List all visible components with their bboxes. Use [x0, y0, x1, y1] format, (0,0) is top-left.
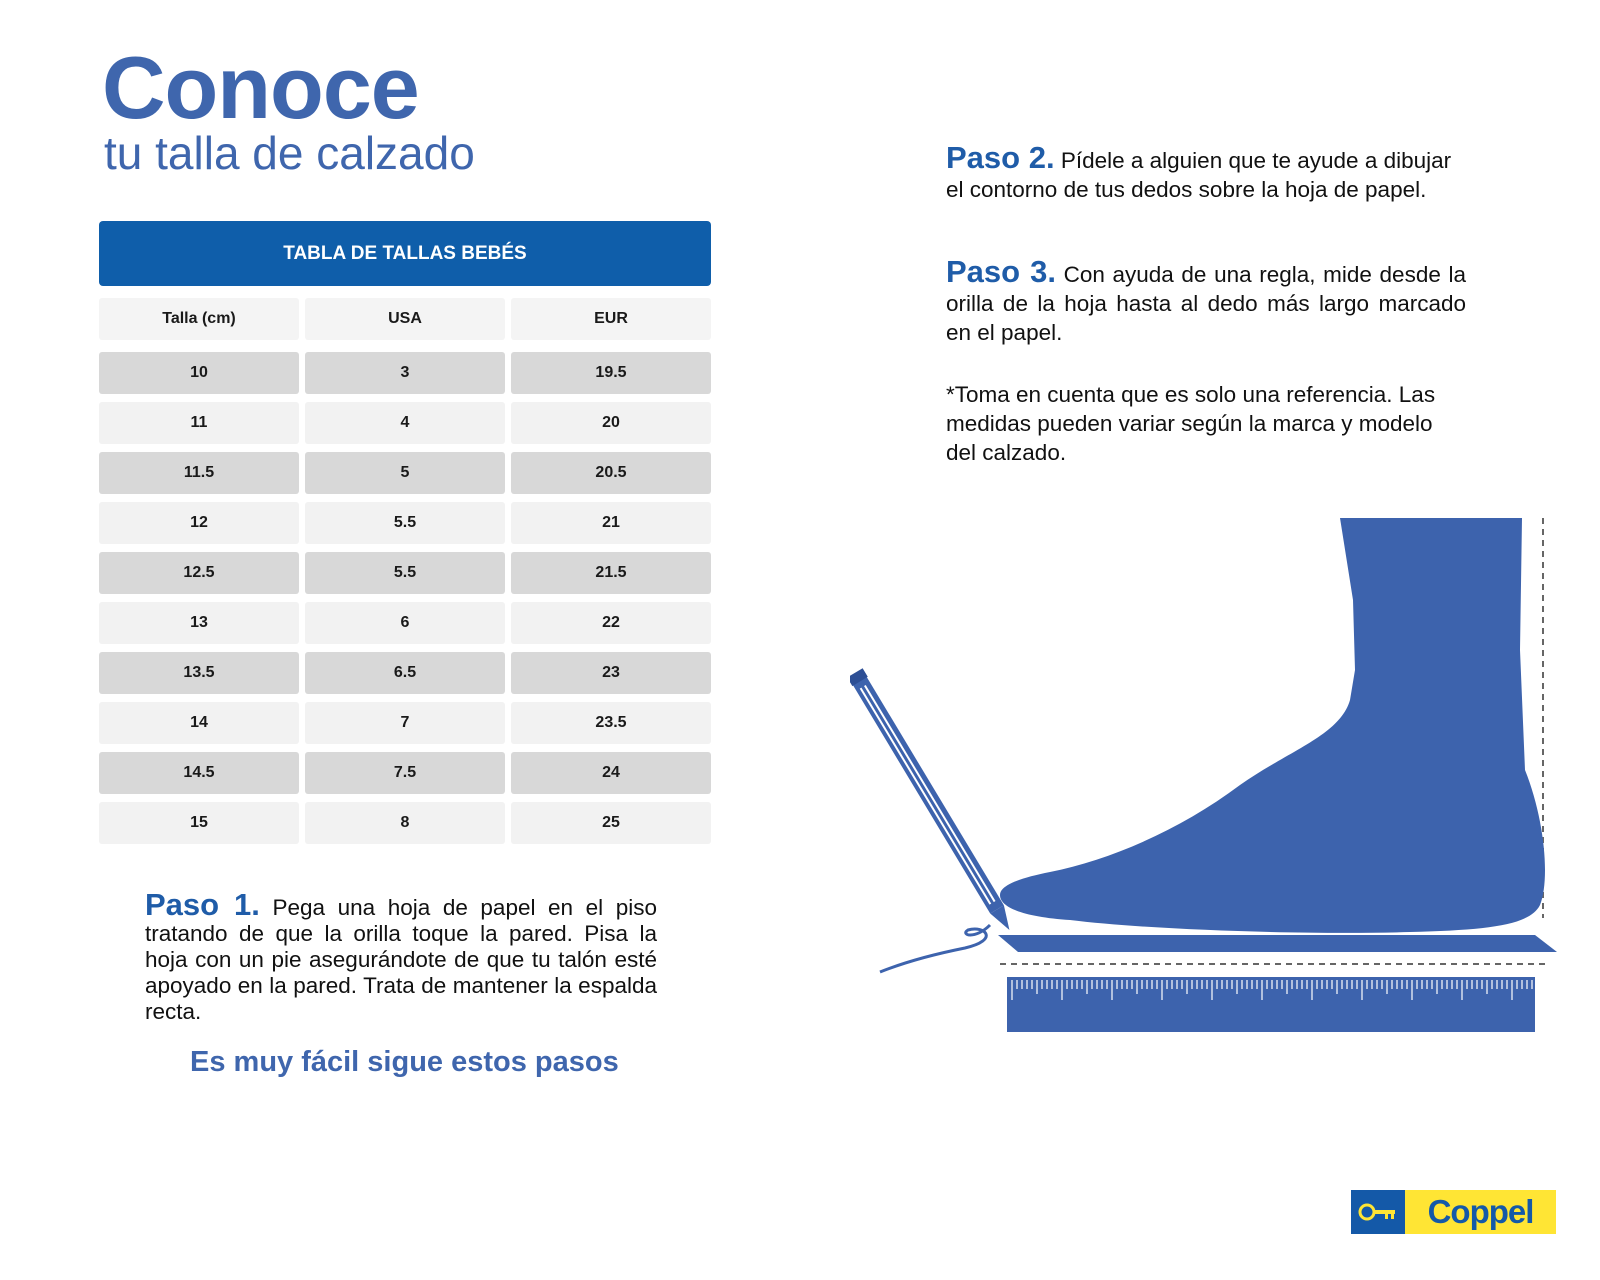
table-row	[99, 402, 711, 444]
table-row	[99, 802, 711, 844]
column-header-eur: EUR	[511, 298, 711, 340]
paso-1	[145, 887, 657, 1025]
paso-3-label: Paso 3.	[946, 254, 1056, 289]
table-row	[99, 652, 711, 694]
cell-usa: 5	[305, 452, 505, 494]
paso-1-label: Paso 1.	[145, 887, 260, 922]
paso-1-text: Pega una hoja de papel en el piso tratando de que la orilla toque la pared. Pisa la hoja con un pie asegurándote de que tu talón esté apoyado en la pared. Trata de mantener la espalda recta.	[145, 895, 657, 1024]
cell-eur: 24	[511, 752, 711, 794]
cell-eur: 23	[511, 652, 711, 694]
foot-measure-illustration	[850, 500, 1570, 1060]
size-table-heading	[99, 221, 711, 286]
scribble-line	[880, 925, 990, 972]
cell-usa: 6	[305, 602, 505, 644]
paso-3	[946, 254, 1466, 347]
size-table-header-row	[99, 298, 711, 340]
cell-usa: 8	[305, 802, 505, 844]
cell-talla: 14	[99, 702, 299, 744]
reference-note: *Toma en cuenta que es solo una referencia. Las medidas pueden variar según la marca y modelo del calzado.	[946, 382, 1436, 465]
column-header-usa: USA	[305, 298, 505, 340]
cell-talla: 15	[99, 802, 299, 844]
cell-eur: 22	[511, 602, 711, 644]
cell-eur: 25	[511, 802, 711, 844]
cell-eur: 23.5	[511, 702, 711, 744]
brand-name: Coppel	[1405, 1190, 1556, 1234]
size-table	[99, 298, 711, 852]
paper-sheet	[998, 935, 1557, 952]
table-row	[99, 752, 711, 794]
coppel-logo	[1351, 1190, 1556, 1234]
tagline: Es muy fácil sigue estos pasos	[190, 1046, 619, 1078]
cell-eur: 20.5	[511, 452, 711, 494]
key-icon	[1351, 1190, 1405, 1234]
cell-talla: 14.5	[99, 752, 299, 794]
cell-usa: 5.5	[305, 552, 505, 594]
cell-talla: 10	[99, 352, 299, 394]
table-row	[99, 702, 711, 744]
cell-talla: 12.5	[99, 552, 299, 594]
cell-talla: 11.5	[99, 452, 299, 494]
table-row	[99, 452, 711, 494]
paso-2-label: Paso 2.	[946, 140, 1055, 175]
cell-talla: 13.5	[99, 652, 299, 694]
foot-icon	[1000, 518, 1545, 933]
cell-talla: 12	[99, 502, 299, 544]
cell-usa: 5.5	[305, 502, 505, 544]
paso-2	[946, 140, 1466, 204]
cell-talla: 11	[99, 402, 299, 444]
column-header-talla: Talla (cm)	[99, 298, 299, 340]
cell-usa: 3	[305, 352, 505, 394]
cell-eur: 20	[511, 402, 711, 444]
ruler-icon	[1007, 977, 1535, 1032]
paso-2-text: Pídele a alguien que te ayude a dibujar el contorno de tus dedos sobre la hoja de papel.	[946, 148, 1452, 202]
table-row	[99, 502, 711, 544]
table-row	[99, 552, 711, 594]
page-subtitle: tu talla de calzado	[104, 127, 475, 179]
cell-eur: 21.5	[511, 552, 711, 594]
table-row	[99, 352, 711, 394]
cell-eur: 19.5	[511, 352, 711, 394]
cell-usa: 6.5	[305, 652, 505, 694]
cell-usa: 7	[305, 702, 505, 744]
page-title: Conoce	[102, 38, 419, 137]
size-table-heading-text: TABLA DE TALLAS BEBÉS	[283, 242, 527, 264]
cell-usa: 7.5	[305, 752, 505, 794]
cell-eur: 21	[511, 502, 711, 544]
cell-usa: 4	[305, 402, 505, 444]
paso-3-text: Con ayuda de una regla, mide desde la orilla de la hoja hasta al dedo más largo marcado en el papel.	[946, 262, 1466, 345]
cell-talla: 13	[99, 602, 299, 644]
pencil-icon	[850, 668, 1017, 934]
table-row	[99, 602, 711, 644]
